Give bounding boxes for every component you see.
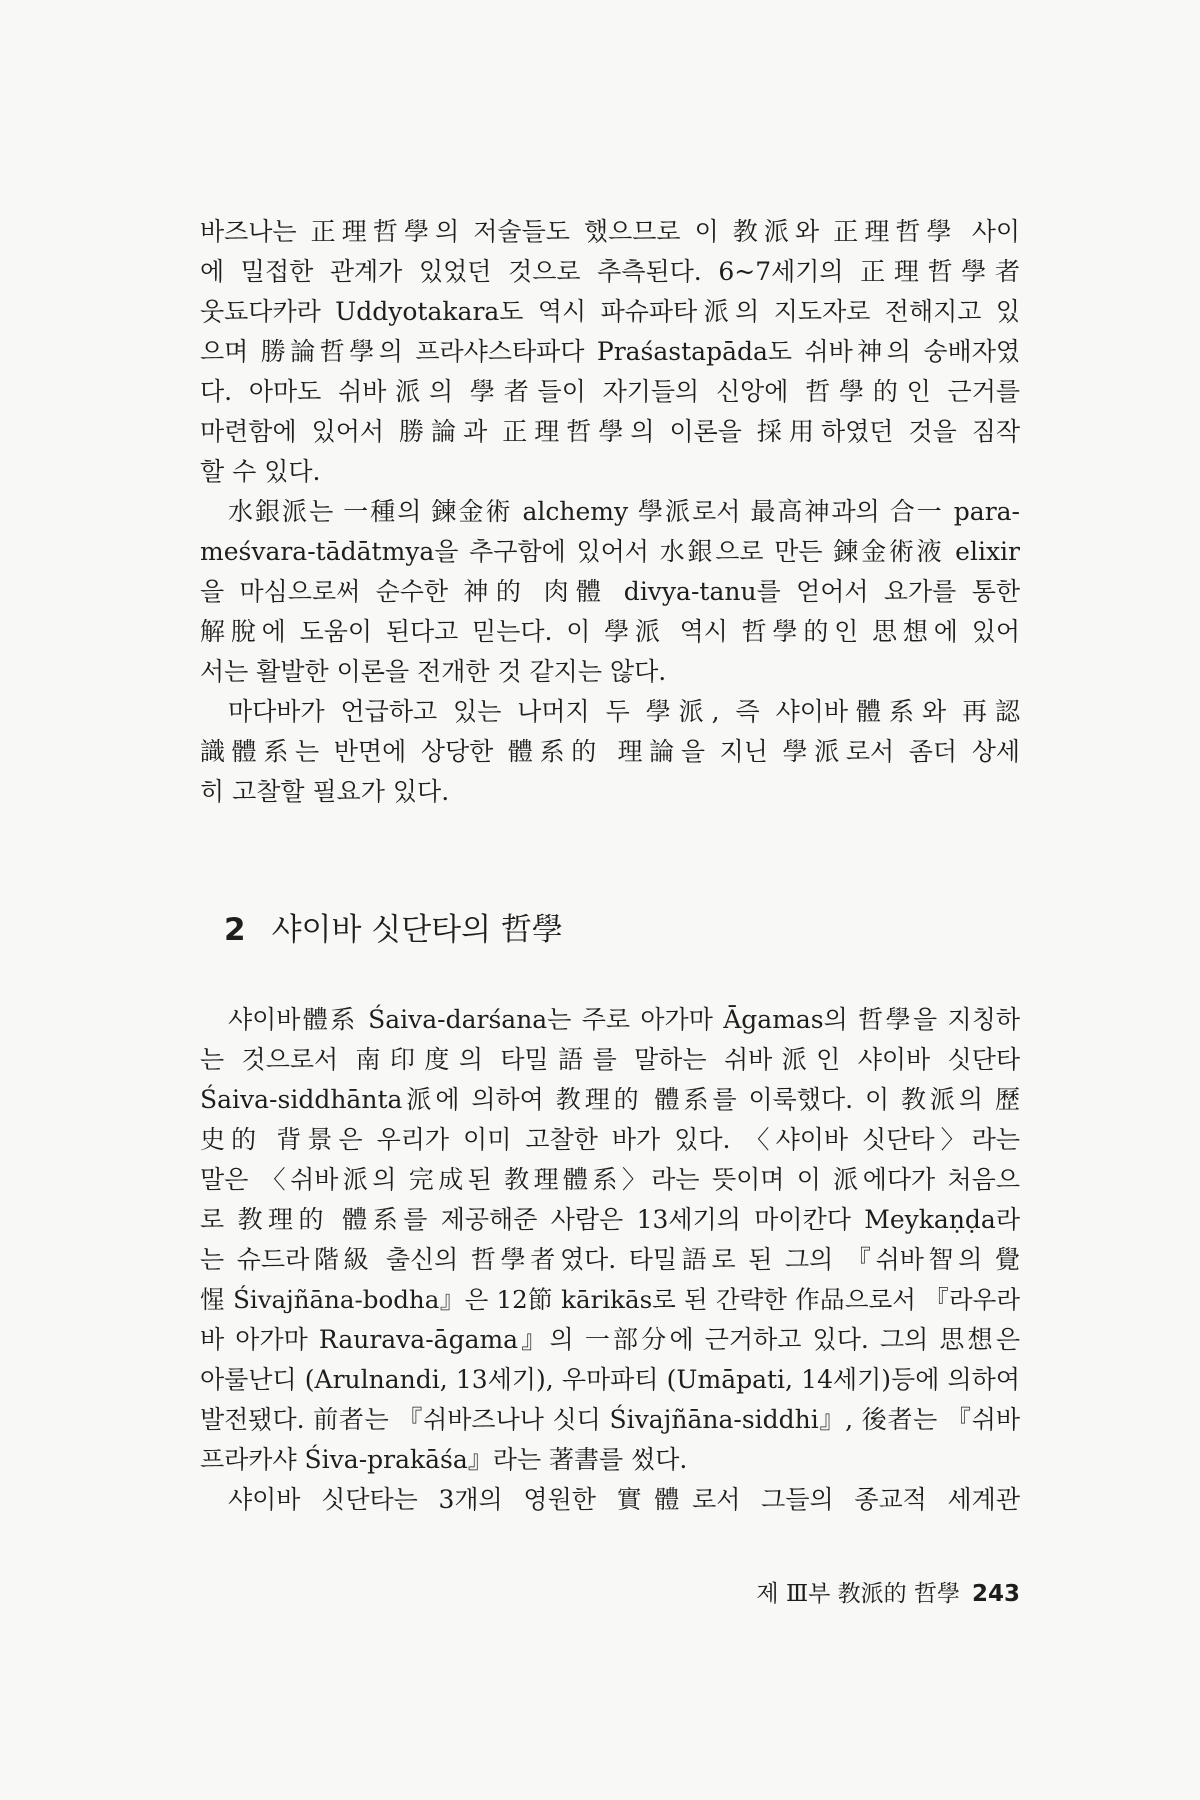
section-title: 샤이바 싯단타의 哲學 (271, 912, 563, 948)
section-number: 2 (224, 912, 246, 948)
text-line: 으며 勝論哲學의 프라샤스타파다 Praśastapāda도 쉬바神의 숭배자였 (200, 337, 1020, 366)
text-line: 에 밀접한 관계가 있었던 것으로 추측된다. 6~7세기의 正理哲學者 (200, 257, 1020, 286)
text-line: 프라카샤 Śiva-prakāśa』라는 著書를 썼다. (200, 1445, 688, 1474)
text-line: 는 것으로서 南印度의 타밀語를 말하는 쉬바派인 샤이바 싯단타 (200, 1045, 1020, 1074)
text-line: 을 마심으로써 순수한 神的 肉體 divya-tanu를 얻어서 요가를 통한 (200, 577, 1020, 606)
page-number: 243 (971, 1581, 1020, 1607)
text-line: 할 수 있다. (200, 457, 321, 486)
text-line: 아룰난디 (Arulnandi, 13세기), 우마파티 (Umāpati, 14세기)등에 의하여 (200, 1365, 1020, 1394)
text-line: 말은 〈쉬바派의 完成된 教理體系〉라는 뜻이며 이 派에다가 처음으 (200, 1165, 1020, 1194)
text-line: 바즈나는 正理哲學의 저술들도 했으므로 이 教派와 正理哲學 사이 (200, 217, 1020, 246)
section-heading (224, 908, 824, 952)
text-line: 다. 아마도 쉬바派의 學者들이 자기들의 신앙에 哲學的인 근거를 (200, 377, 1020, 406)
text-line: 마련함에 있어서 勝論과 正理哲學의 이론을 採用하였던 것을 짐작 (200, 417, 1020, 446)
text-line: 惺 Śivajñāna-bodha』은 12節 kārikās로 된 간략한 作品으로서 『라우라 (200, 1285, 1020, 1314)
text-line: 로 教理的 體系를 제공해준 사람은 13세기의 마이칸다 Meykaṇḍa라 (200, 1205, 1020, 1234)
text-line: 서는 활발한 이론을 전개한 것 같지는 않다. (200, 657, 667, 686)
text-line: 는 슈드라階級 출신의 哲學者였다. 타밀語로 된 그의 『쉬바智의 覺 (200, 1245, 1020, 1274)
footer-part-title: 제 Ⅲ부 教派的 哲學 (756, 1581, 960, 1607)
text-line: 史的 背景은 우리가 이미 고찰한 바가 있다. 〈샤이바 싯단타〉라는 (200, 1125, 1020, 1154)
text-line: 히 고찰할 필요가 있다. (200, 777, 450, 806)
text-line: 샤이바體系 Śaiva-darśana는 주로 아가마 Āgamas의 哲學을 지칭하 (228, 1005, 1020, 1034)
text-line: 識體系는 반면에 상당한 體系的 理論을 지닌 學派로서 좀더 상세 (200, 737, 1020, 766)
text-line: meśvara-tādātmya을 추구함에 있어서 水銀으로 만든 鍊金術液 elixir (200, 537, 1020, 566)
text-line: 水銀派는 一種의 鍊金術 alchemy 學派로서 最高神과의 合一 para- (228, 497, 1020, 526)
page-footer (700, 1578, 1020, 1610)
text-line: 발전됐다. 前者는 『쉬바즈나나 싯디 Śivajñāna-siddhi』, 後者는 『쉬바 (200, 1405, 1020, 1434)
text-line: 마다바가 언급하고 있는 나머지 두 學派, 즉 샤이바體系와 再認 (228, 697, 1020, 726)
text-line: Śaiva-siddhānta派에 의하여 教理的 體系를 이룩했다. 이 教派의 歷 (200, 1085, 1020, 1114)
text-line: 解脫에 도움이 된다고 믿는다. 이 學派 역시 哲學的인 思想에 있어 (200, 617, 1020, 646)
text-line: 바 아가마 Raurava-āgama』의 一部分에 근거하고 있다. 그의 思想은 (200, 1325, 1020, 1354)
text-line: 웃됴다카라 Uddyotakara도 역시 파슈파타派의 지도자로 전해지고 있 (200, 297, 1020, 326)
top-text-block (200, 212, 1020, 812)
text-line: 샤이바 싯단타는 3개의 영원한 實體로서 그들의 종교적 세계관 (228, 1485, 1020, 1514)
bottom-text-block (200, 1000, 1020, 1520)
